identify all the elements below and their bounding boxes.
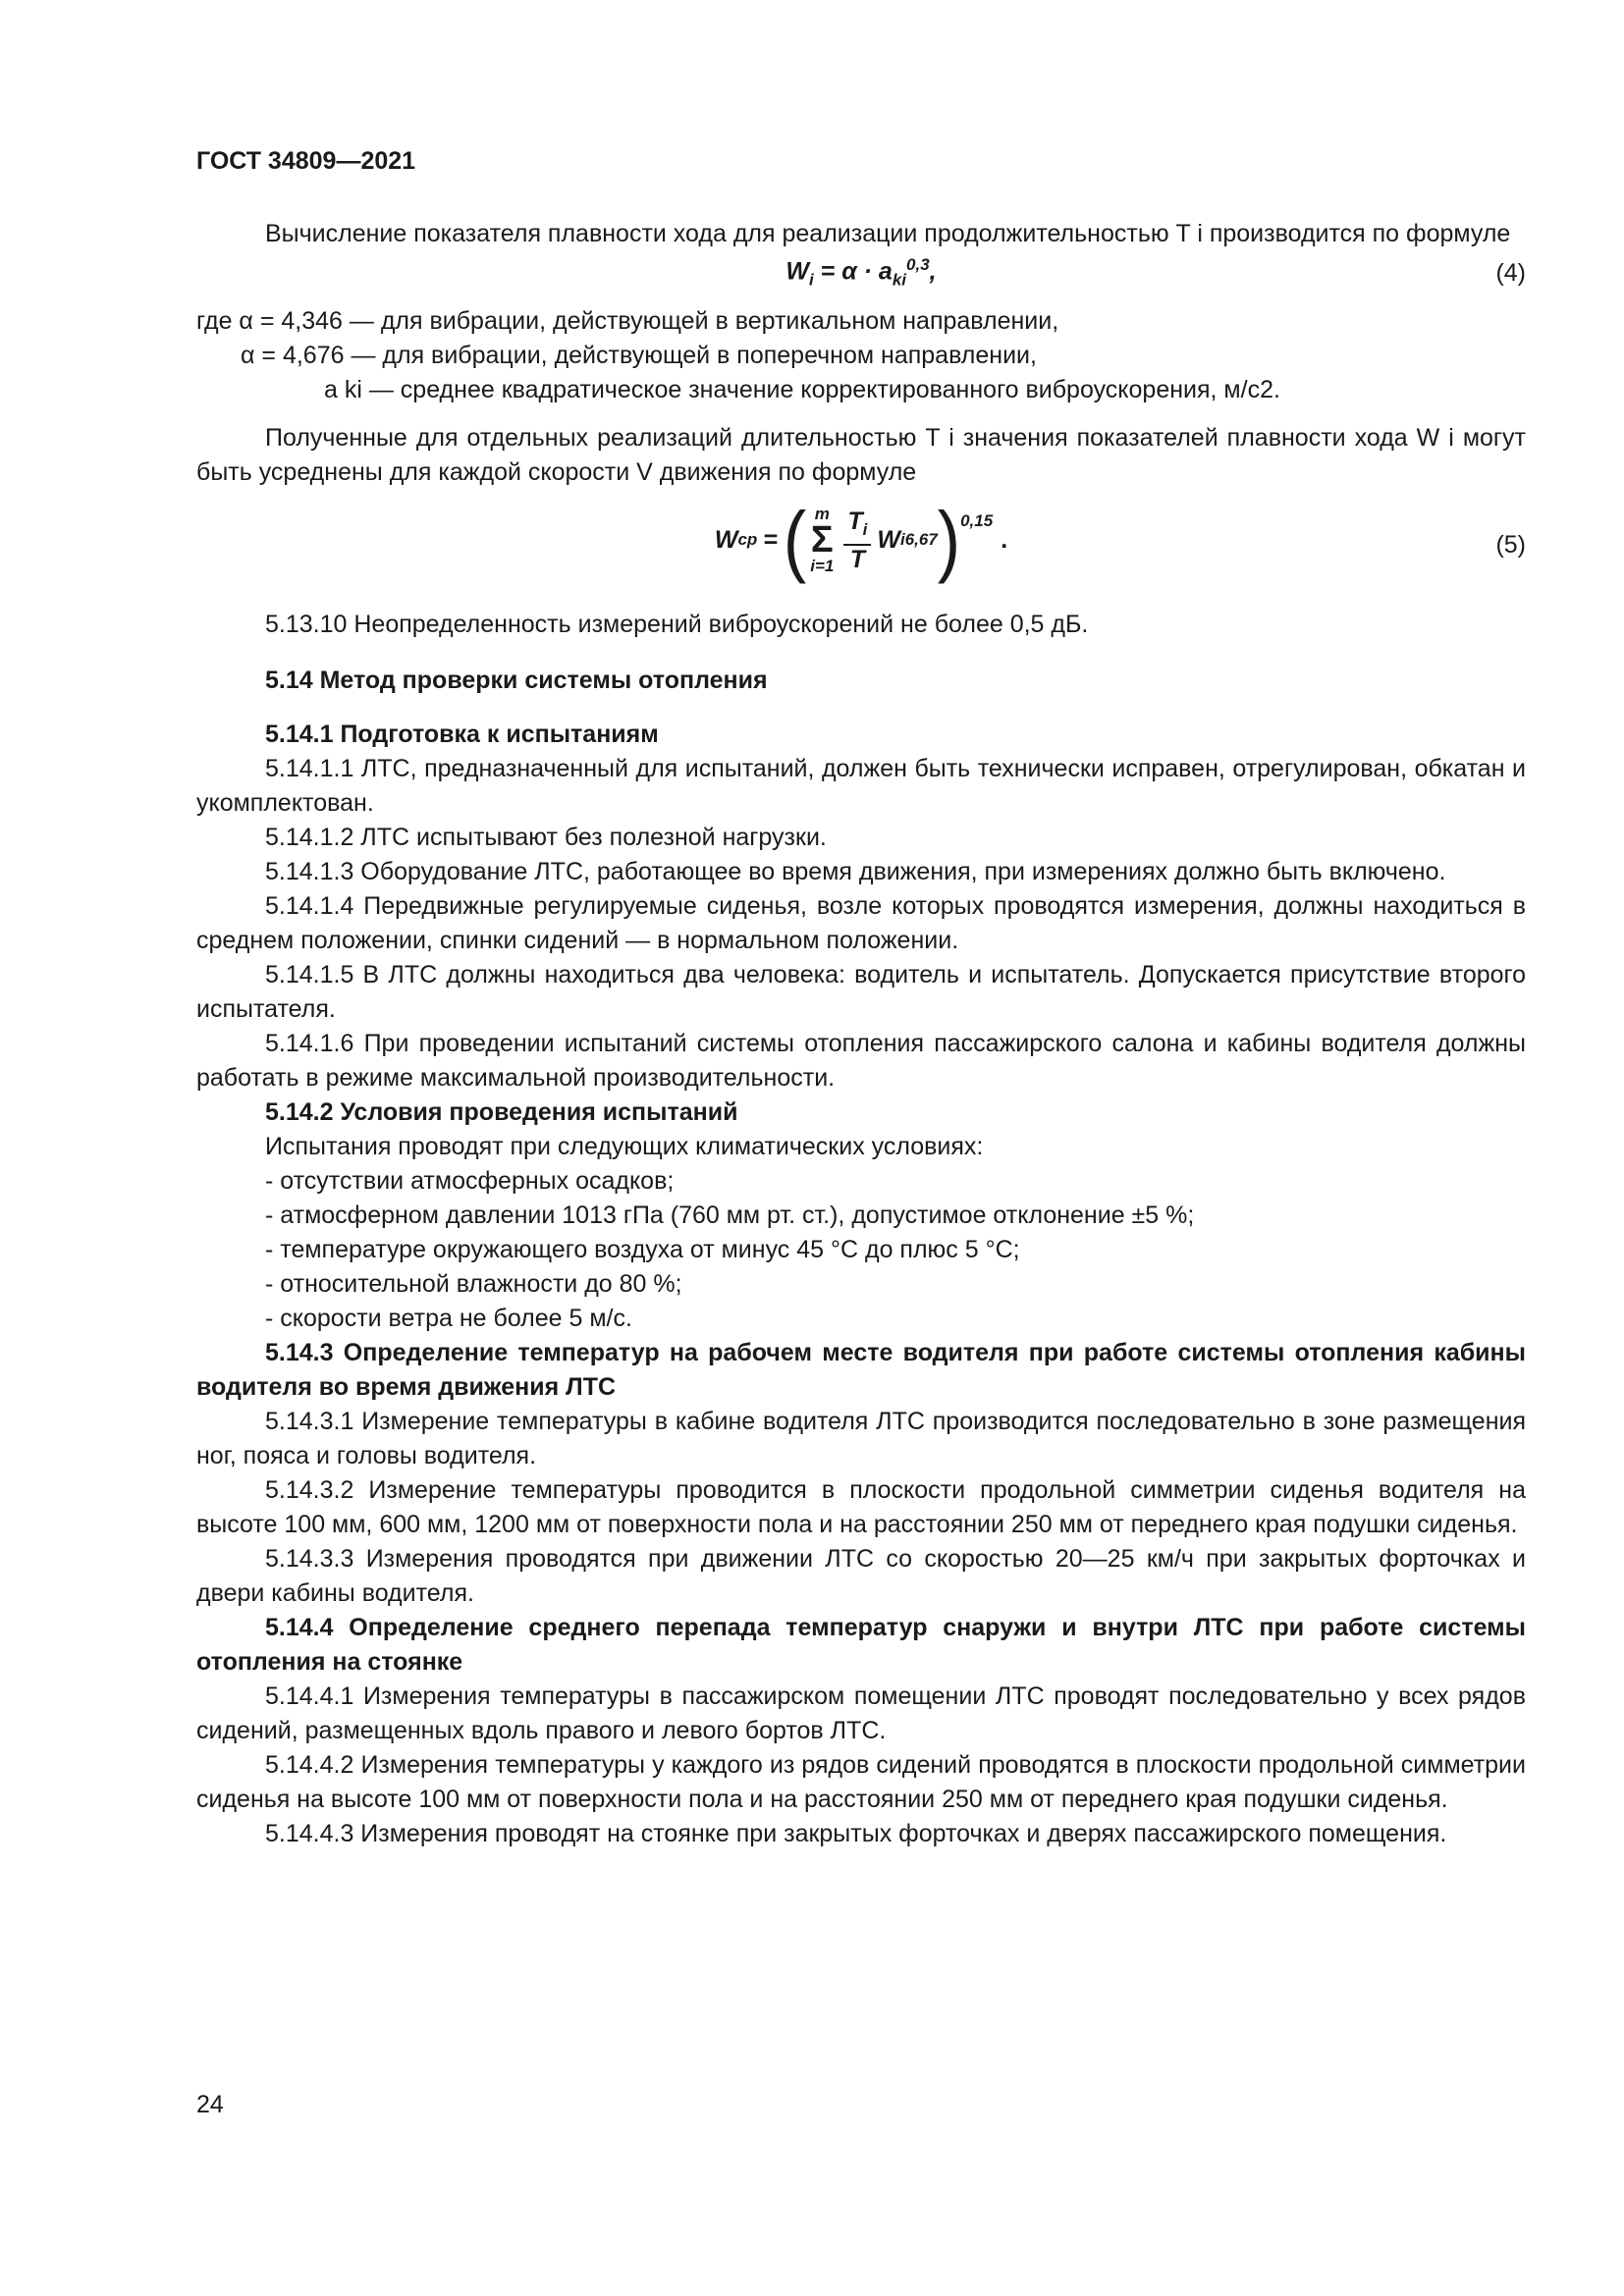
paragraph-5-14-1-3: 5.14.1.3 Оборудование ЛТС, работающее во время движения, при измерениях должно быть включено. xyxy=(265,858,1446,885)
paragraph-5-14-3-1: 5.14.3.1 Измерение температуры в кабине водителя ЛТС производится последовательно в зоне размещения ног, пояса и головы водителя. xyxy=(196,1408,1526,1469)
where-line-2: α = 4,676 — для вибрации, действующей в поперечном направлении, xyxy=(241,342,1037,369)
formula-4-expression: $W_i = \alpha \cdot a_{ki}^{0,3}$, xyxy=(785,255,937,290)
formula-4 xyxy=(196,251,1526,298)
paragraph-5-14-1-1: 5.14.1.1 ЛТС, предназначенный для испытаний, должен быть технически исправен, отрегулирован, обкатан и укомплектован. xyxy=(196,755,1526,817)
formula-4-number: (4) xyxy=(1495,259,1526,287)
where-line-1: где α = 4,346 — для вибрации, действующей в вертикальном направлении, xyxy=(196,307,1059,335)
paragraph-5-13-10: 5.13.10 Неопределенность измерений виброускорений не более 0,5 дБ. xyxy=(265,611,1089,638)
document-page xyxy=(196,147,1526,1851)
formula-5-expression: W ср = ( m Σ i=1 $\frac{T_i}{T}$ W i 6,67 ) $^{0,15}$ . xyxy=(714,496,1008,584)
intro-paragraph: Вычисление показателя плавности хода для реализации продолжительностью T i производится по формуле xyxy=(265,220,1511,247)
paragraph-5-14-1-2: 5.14.1.2 ЛТС испытывают без полезной нагрузки. xyxy=(265,824,827,851)
paragraph-5-14-1-4: 5.14.1.4 Передвижные регулируемые сиденья, возле которых проводятся измерения, должны находиться в среднем положении, спинки сидений — в нормальном положении. xyxy=(196,892,1526,954)
averaging-paragraph: Полученные для отдельных реализаций длительностью T i значения показателей плавности хода W i могут быть усреднены для каждой скорости V движения по формуле xyxy=(196,424,1526,486)
paragraph-5-14-3-2: 5.14.3.2 Измерение температуры проводится в плоскости продольной симметрии сиденья водителя на высоте 100 мм, 600 мм, 1200 мм от поверхности пола и на расстоянии 250 мм от переднего края подушки сиденья. xyxy=(196,1476,1526,1538)
condition-item: - атмосферном давлении 1013 гПа (760 мм рт. ст.), допустимое отклонение ±5 %; xyxy=(265,1201,1195,1229)
formula-5-number: (5) xyxy=(1495,531,1526,559)
where-line-3: a ki — среднее квадратическое значение корректированного виброускорения, м/с2. xyxy=(324,376,1280,403)
conditions-intro: Испытания проводят при следующих климатических условиях: xyxy=(265,1133,984,1160)
heading-5-14-2: 5.14.2 Условия проведения испытаний xyxy=(265,1098,738,1126)
paragraph-5-14-4-3: 5.14.4.3 Измерения проводят на стоянке при закрытых форточках и дверях пассажирского помещения. xyxy=(265,1820,1447,1847)
heading-5-14: 5.14 Метод проверки системы отопления xyxy=(265,667,768,694)
document-header: ГОСТ 34809—2021 xyxy=(196,147,416,175)
paragraph-5-14-1-5: 5.14.1.5 В ЛТС должны находиться два человека: водитель и испытатель. Допускается присутствие второго испытателя. xyxy=(196,961,1526,1023)
condition-item: - относительной влажности до 80 %; xyxy=(265,1270,682,1298)
heading-5-14-4: 5.14.4 Определение среднего перепада температур снаружи и внутри ЛТС при работе системы отопления на стоянке xyxy=(196,1614,1526,1676)
heading-5-14-3: 5.14.3 Определение температур на рабочем месте водителя при работе системы отопления кабины водителя во время движения ЛТС xyxy=(196,1339,1526,1401)
page-number: 24 xyxy=(196,2091,224,2118)
paragraph-5-14-1-6: 5.14.1.6 При проведении испытаний системы отопления пассажирского салона и кабины водителя должны работать в режиме максимальной производительности. xyxy=(196,1030,1526,1092)
paragraph-5-14-4-2: 5.14.4.2 Измерения температуры у каждого из рядов сидений проводятся в плоскости продольной симметрии сиденья на высоте 100 мм от поверхности пола и на расстоянии 250 мм от переднего края подушки сиденья. xyxy=(196,1751,1526,1813)
heading-5-14-1: 5.14.1 Подготовка к испытаниям xyxy=(265,721,659,748)
sum-symbol: m Σ i=1 xyxy=(810,505,835,575)
condition-item: - отсутствии атмосферных осадков; xyxy=(265,1167,675,1195)
condition-item: - скорости ветра не более 5 м/с. xyxy=(265,1305,632,1332)
paragraph-5-14-4-1: 5.14.4.1 Измерения температуры в пассажирском помещении ЛТС проводят последовательно у всех рядов сидений, размещенных вдоль правого и левого бортов ЛТС. xyxy=(196,1682,1526,1744)
fraction: $\frac{T_i}{T}$ xyxy=(843,507,871,573)
paragraph-5-14-3-3: 5.14.3.3 Измерения проводятся при движении ЛТС со скоростью 20—25 км/ч при закрытых форточках и двери кабины водителя. xyxy=(196,1545,1526,1607)
formula-5 xyxy=(196,496,1526,604)
condition-item: - температуре окружающего воздуха от минус 45 °С до плюс 5 °С; xyxy=(265,1236,1020,1263)
